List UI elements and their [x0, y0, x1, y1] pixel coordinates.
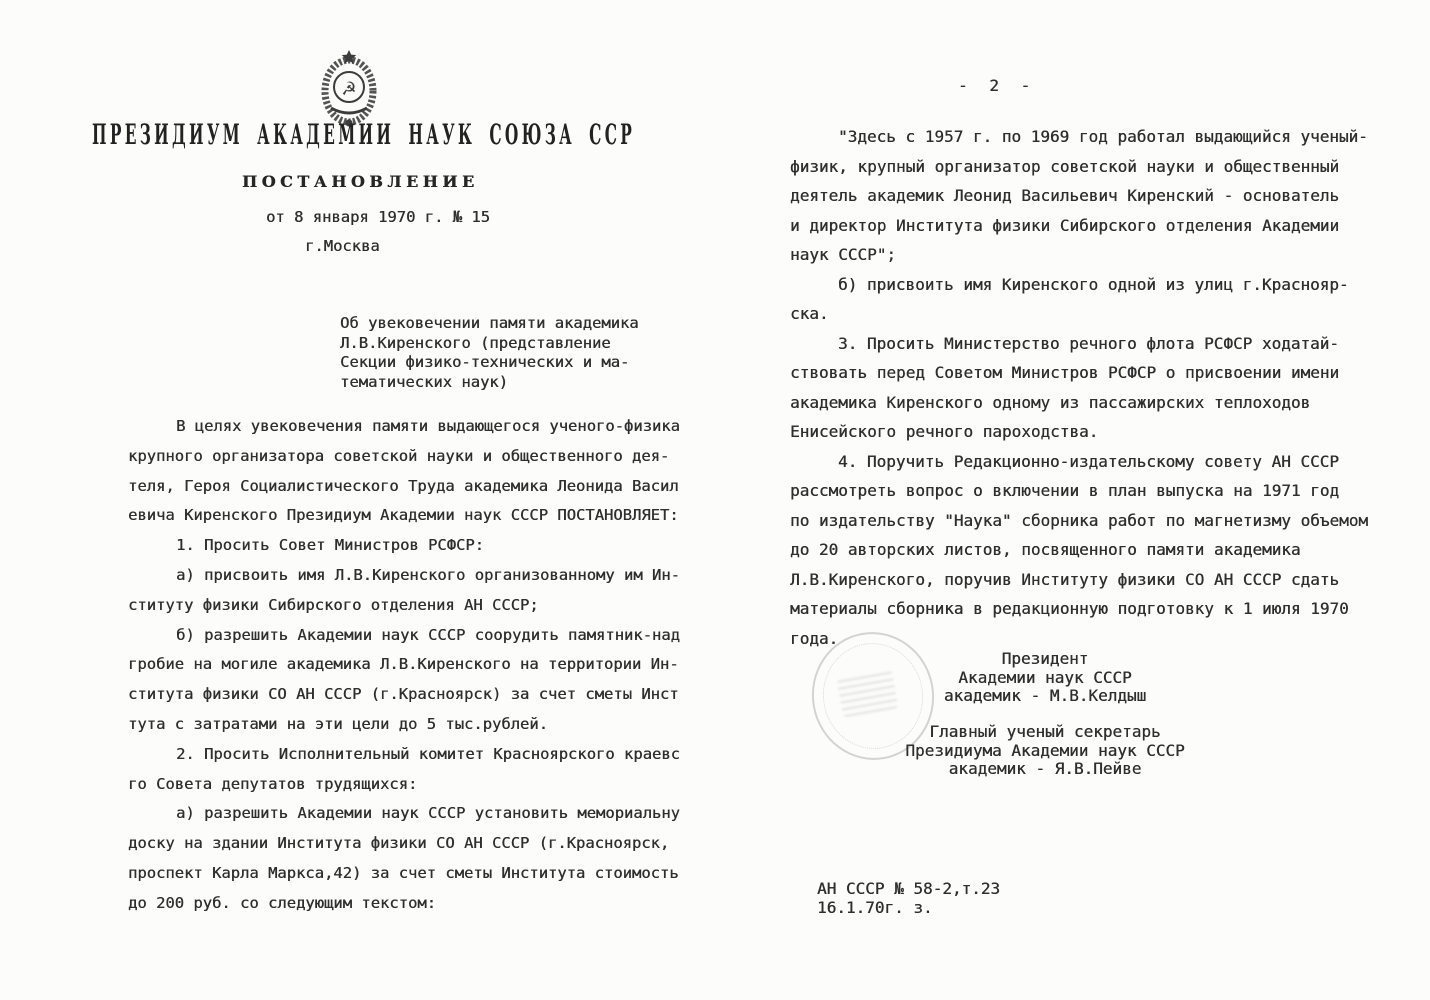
text-line: крупного организатора советской науки и общественного дея-: [128, 446, 670, 465]
text-line: б) присвоить имя Киренского одной из улиц г.Краснояр-: [838, 274, 1349, 294]
text-line: по издательству "Наука" сборника работ по магнетизму объемом: [790, 510, 1368, 530]
text-line: 4. Поручить Редакционно-издательскому совету АН СССР: [838, 451, 1339, 471]
text-line: тута с затратами на эти цели до 5 тыс.рублей.: [128, 714, 548, 733]
text-line: проспект Карла Маркса,42) за счет сметы Института стоимость: [128, 863, 679, 882]
svg-text:☭: ☭: [342, 76, 356, 100]
text-line: Об увековечении памяти академика: [340, 314, 639, 332]
text-line: деятель академик Леонид Васильевич Киренский - основатель: [790, 186, 1340, 205]
text-line: 2. Просить Исполнительный комитет Красноярского краевс: [176, 744, 680, 763]
signature-president: [885, 650, 1205, 706]
text-line: рассмотреть вопрос о включении в план выпуска на 1971 год: [790, 481, 1340, 500]
organization-title: ПРЕЗИДИУМ АКАДЕМИИ НАУК СОЮЗА ССР: [92, 118, 636, 151]
text-line: академик - М.В.Келдыш: [943, 686, 1147, 705]
text-line: ска.: [790, 304, 829, 323]
text-line: Академии наук СССР: [958, 667, 1132, 687]
text-line: и директор Института физики Сибирского отделения Академии: [790, 215, 1340, 235]
text-line: 3. Просить Министерство речного флота РСФСР ходатай-: [838, 333, 1339, 353]
text-line: евича Киренского Президиум Академии наук СССР ПОСТАНОВЛЯЕТ:: [128, 506, 679, 525]
text-line: Енисейского речного пароходства.: [790, 422, 1099, 441]
text-line: до 20 авторских листов, посвященного памяти академика: [790, 540, 1301, 559]
document-date-number: от 8 января 1970 г. № 15: [266, 208, 490, 226]
text-line: гробие на могиле академика Л.В.Киренского на территории Ин-: [128, 655, 679, 674]
text-line: го Совета депутатов трудящихся:: [128, 774, 418, 793]
text-line: 16.1.70г. з.: [817, 897, 933, 917]
text-line: "Здесь с 1957 г. по 1969 год работал выдающийся ученый-: [838, 127, 1368, 146]
text-line: физик, крупный организатор советской науки и общественный: [790, 156, 1340, 176]
text-line: ствовать перед Советом Министров РСФСР о присвоении имени: [790, 363, 1340, 382]
text-line: а) разрешить Академии наук СССР установить мемориальну: [176, 804, 680, 823]
text-line: ститута физики СО АН СССР (г.Красноярск) за счет сметы Инст: [128, 685, 679, 704]
text-line: Секции физико-технических и ма-: [340, 353, 630, 371]
text-line: Президент: [1001, 649, 1089, 668]
text-line: Л.В.Киренского, поручив Институту физики СО АН СССР сдать: [790, 569, 1340, 589]
text-line: тематических наук): [340, 372, 508, 391]
text-line: теля, Героя Социалистического Труда академика Леонида Васил: [128, 476, 679, 495]
text-line: В целях увековечения памяти выдающегося ученого-физика: [176, 417, 680, 435]
text-line: года.: [790, 628, 839, 648]
text-line: академик - Я.В.Пейве: [948, 759, 1142, 778]
text-line: б) разрешить Академии наук СССР соорудить памятник-над: [176, 625, 680, 644]
page-number: - 2 -: [958, 76, 1037, 95]
document-city: г.Москва: [305, 237, 380, 255]
text-line: а) присвоить имя Л.В.Киренского организованному им Ин-: [176, 565, 680, 584]
subject-block: [340, 314, 639, 392]
text-line: АН СССР № 58-2,т.23: [817, 879, 1001, 898]
text-line: ституту физики Сибирского отделения АН СССР;: [128, 595, 539, 614]
text-line: до 200 руб. со следующим текстом:: [128, 893, 436, 912]
page2-body-text: [790, 122, 1368, 653]
page1-body-text: [128, 412, 693, 919]
document-type-heading: ПОСТАНОВЛЕНИЕ: [242, 172, 479, 191]
text-line: материалы сборника в редакционную подготовку к 1 июля 1970: [790, 599, 1349, 618]
ussr-coat-of-arms-icon: [317, 46, 381, 128]
text-line: доску на здании Института физики СО АН СССР (г.Красноярск,: [128, 834, 670, 853]
text-line: Главный ученый секретарь: [929, 722, 1161, 741]
text-line: наук СССР";: [790, 245, 896, 264]
page-2: [715, 0, 1430, 1000]
signature-chief-secretary: [865, 723, 1225, 779]
text-line: Л.В.Киренского (представление: [340, 333, 611, 352]
text-line: академика Киренского одному из пассажирских теплоходов: [790, 392, 1311, 412]
registration-footer: [817, 880, 1000, 917]
text-line: Президиума Академии наук СССР: [905, 740, 1185, 760]
text-line: 1. Просить Совет Министров РСФСР:: [176, 536, 484, 555]
